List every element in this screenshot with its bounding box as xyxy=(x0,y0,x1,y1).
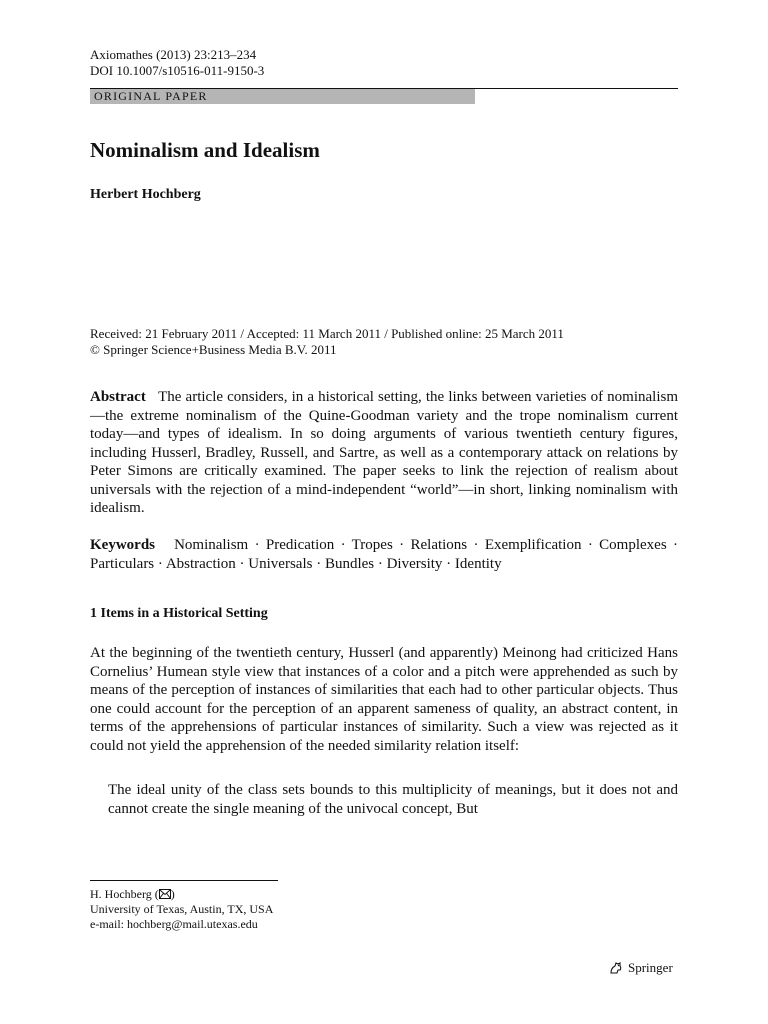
springer-logo xyxy=(608,960,673,976)
article-title: Nominalism and Idealism xyxy=(90,138,320,162)
copyright-line: © Springer Science+Business Media B.V. 2011 xyxy=(90,342,337,357)
footnote-affiliation: University of Texas, Austin, TX, USA xyxy=(90,902,274,916)
paper-type-label: ORIGINAL PAPER xyxy=(94,89,208,103)
article-dates-block xyxy=(90,326,564,358)
footnote-author-name: H. Hochberg ( xyxy=(90,887,159,901)
abstract-label: Abstract xyxy=(90,389,146,405)
envelope-icon xyxy=(159,889,171,899)
doi: DOI 10.1007/s10516-011-9150-3 xyxy=(90,63,265,78)
footnote-rule xyxy=(90,880,278,881)
abstract xyxy=(90,388,678,518)
keywords xyxy=(90,536,678,573)
springer-horse-icon xyxy=(608,960,624,976)
footnote-author-close: ) xyxy=(170,887,175,901)
publication-dates: Received: 21 February 2011 / Accepted: 11 March 2011 / Published online: 25 March 2011 xyxy=(90,326,564,341)
block-quote: The ideal unity of the class sets bounds to this multiplicity of meanings, but it does not and cannot create the single meaning of the univocal concept, But xyxy=(108,782,678,817)
footnote-email[interactable]: e-mail: hochberg@mail.utexas.edu xyxy=(90,917,258,931)
abstract-text: The article considers, in a historical setting, the links between varieties of nominalism—the extreme nominalism of the Quine-Goodman variety and the trope nominalism current today—and types of idealism. In so doing arguments of various twentieth century figures, including Husserl, Bradley, Russell, and Sartre, as well as a contemporary attack on relations by Peter Simons are critically examined. The paper seeks to link the rejection of realism about universals with the rejection of a mind-independent “world”—in short, linking nominalism with idealism. xyxy=(90,389,678,516)
keywords-label: Keywords xyxy=(90,537,155,553)
publisher-name: Springer xyxy=(628,960,673,975)
footnote-author xyxy=(90,887,175,902)
section-heading: 1 Items in a Historical Setting xyxy=(90,606,268,621)
keywords-text: Nominalism · Predication · Tropes · Relations · Exemplification · Complexes · Particulars · Abstraction · Universals · Bundles · Diversity · Identity xyxy=(90,537,679,572)
journal-citation: Axiomathes (2013) 23:213–234 xyxy=(90,47,257,62)
author-name: Herbert Hochberg xyxy=(90,187,201,202)
paper-type-bar xyxy=(90,88,678,104)
section-paragraph: At the beginning of the twentieth century, Husserl (and apparently) Meinong had criticized Hans Cornelius’ Humean style view that instances of a color and a pitch were apprehended as such by means of the perception of instances of similarities that each had to other particular objects. Thus one could account for the perception of an apparent sameness of quality, an abstract content, in terms of the apprehensions of particular instances of similarity. Such a view was rejected as it could not yield the apprehension of the needed similarity relation itself: xyxy=(90,645,678,754)
